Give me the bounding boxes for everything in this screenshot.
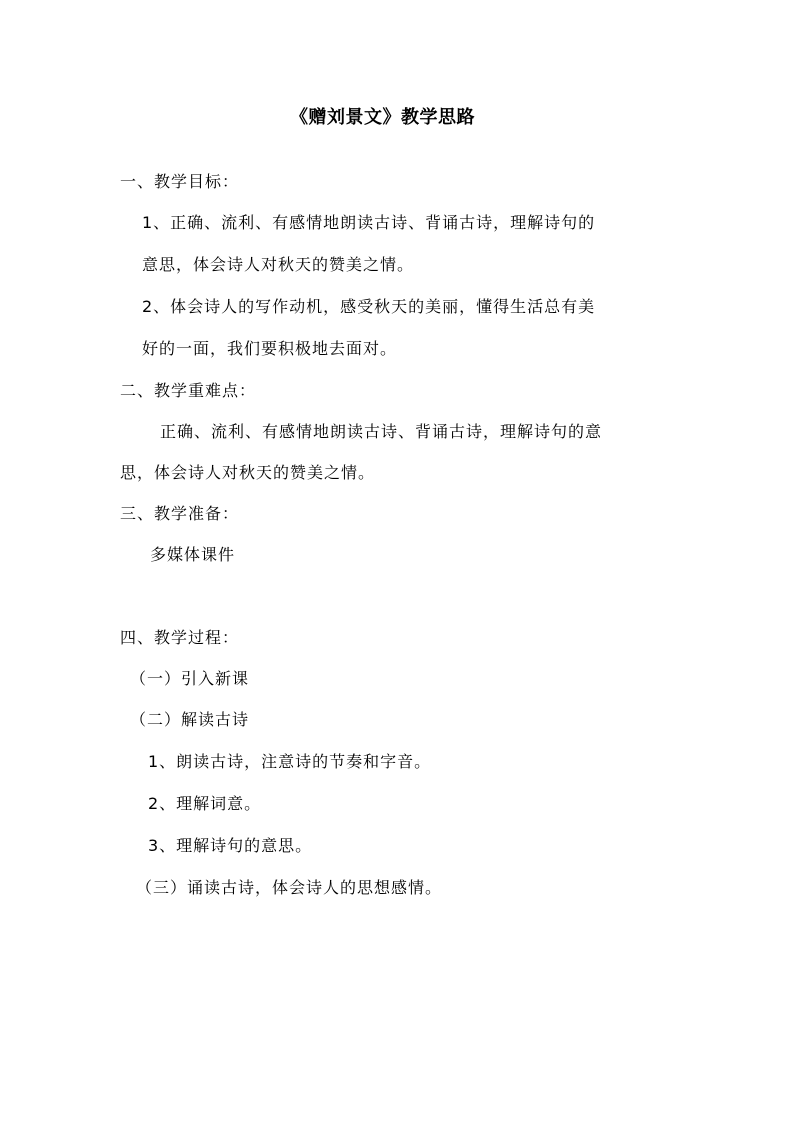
goal1-line1: 1、正确、流利、有感情地朗读古诗、背诵古诗，理解诗句的 <box>142 213 596 232</box>
document-title: 《赠刘景文》教学思路 <box>290 107 475 128</box>
section3-heading: 三、教学准备： <box>120 504 240 523</box>
goal2-line1: 2、体会诗人的写作动机，感受秋天的美丽，懂得生活总有美 <box>142 297 596 316</box>
process-part2: （二）解读古诗 <box>130 710 250 729</box>
goal1-line2: 意思，体会诗人对秋天的赞美之情。 <box>142 255 415 274</box>
process-step1: 1、朗读古诗，注意诗的节奏和字音。 <box>148 752 432 771</box>
section4-heading: 四、教学过程： <box>120 628 240 647</box>
process-part3: （三）诵读古诗，体会诗人的思想感情。 <box>136 878 443 897</box>
process-part1: （一）引入新课 <box>130 669 250 688</box>
keypoint-line1: 正确、流利、有感情地朗读古诗、背诵古诗，理解诗句的意 <box>160 422 603 441</box>
process-step3: 3、理解诗句的意思。 <box>148 836 313 855</box>
section1-heading: 一、教学目标： <box>120 172 240 191</box>
section2-heading: 二、教学重难点： <box>120 381 257 400</box>
keypoint-line2: 思，体会诗人对秋天的赞美之情。 <box>120 463 376 482</box>
process-step2: 2、理解词意。 <box>148 794 262 813</box>
goal2-line2: 好的一面，我们要积极地去面对。 <box>142 339 398 358</box>
preparation-content: 多媒体课件 <box>150 545 236 564</box>
